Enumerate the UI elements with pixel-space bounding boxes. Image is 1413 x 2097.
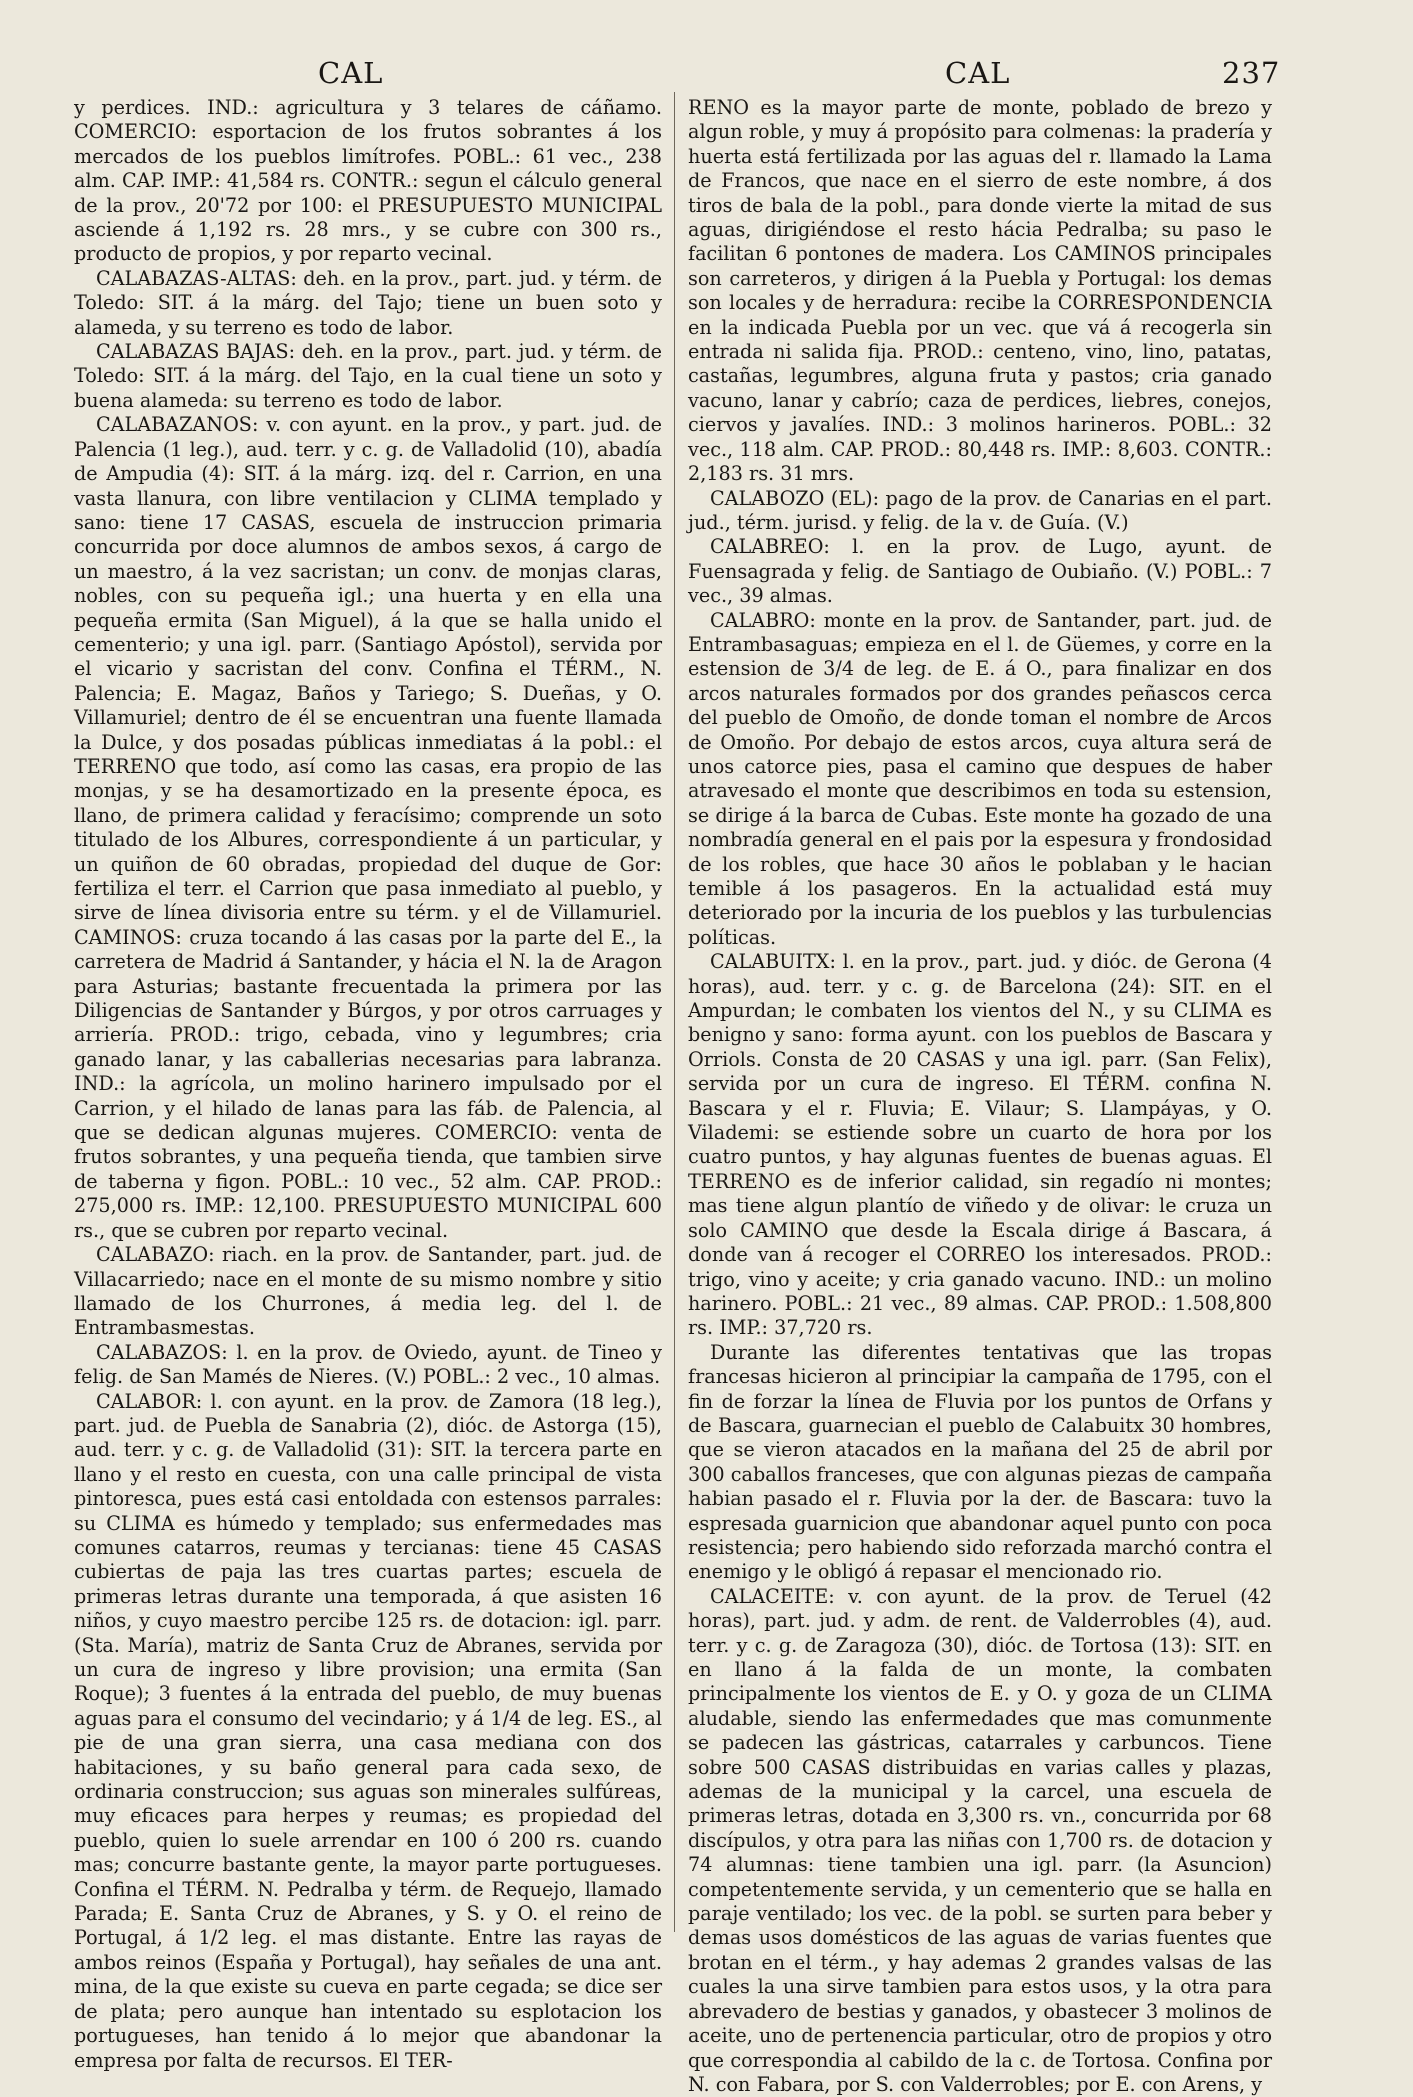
entry-paragraph: CALABAZO: riach. en la prov. de Santander, part. jud. de Villacarriedo; nace en el monte de su mismo nombre y sitio llamado de los Churrones, á media leg. del l. de Entrambasmestas.: [74, 1243, 662, 1340]
entry-paragraph: RENO es la mayor parte de monte, poblado de brezo y algun roble, y muy á propósito para colmenas: la pradería y huerta está fertilizada por las aguas del r. llamado la Lama de Francos, que nace en el sierro de este nombre, á dos tiros de bala de la pobl., para donde vierte la mitad de sus aguas, dirigiéndose el resto hácia Pedralba; su paso le facilitan 6 pontones de madera. Los CAMINOS principales son carreteros, y dirigen á la Puebla y Portugal: los demas son locales y de herradura: recibe la CORRESPONDENCIA en la indicada Puebla por un vec. que vá á recogerla sin entrada ni salida fija. PROD.: centeno, vino, lino, patatas, castañas, legumbres, alguna fruta y pastos; cria ganado vacuno, lanar y cabrío; caza de perdices, liebres, conejos, ciervos y javalíes. IND.: 3 molinos harineros. POBL.: 32 vec., 118 alm. CAP. PROD.: 80,448 rs. IMP.: 8,603. CONTR.: 2,183 rs. 31 mrs.: [688, 96, 1272, 486]
entry-paragraph: CALABREO: l. en la prov. de Lugo, ayunt. de Fuensagrada y felig. de Santiago de Oubiaño. (V.) POBL.: 7 vec., 39 almas.: [688, 535, 1272, 608]
entry-paragraph: CALABAZANOS: v. con ayunt. en la prov., y part. jud. de Palencia (1 leg.), aud. terr. y c. g. de Valladolid (10), abadía de Ampudia (4): SIT. á la márg. izq. del r. Carrion, en una vasta llanura, con libre ventilacion y CLIMA templado y sano: tiene 17 CASAS, escuela de instruccion primaria concurrida por doce alumnos de ambos sexos, á cargo de un maestro, á la vez sacristan; un conv. de monjas claras, nobles, con su pequeña igl.; una huerta y en ella una pequeña ermita (San Miguel), á la que se halla unido el cementerio; y una igl. parr. (Santiago Apóstol), servida por el vicario y sacristan del conv. Confina el TÉRM., N. Palencia; E. Magaz, Baños y Tariego; S. Dueñas, y O. Villamuriel; dentro de él se encuentran una fuente llamada la Dulce, y dos posadas públicas inmediatas á la pobl.: el TERRENO que todo, así como las casas, era propio de las monjas, y se ha desamortizado en la presente época, es llano, de primera calidad y feracísimo; comprende un soto titulado de los Albures, correspondiente á un particular, y un quiñon de 60 obradas, propiedad del duque de Gor: fertiliza el terr. el Carrion que pasa inmediato al pueblo, y sirve de línea divisoria entre su térm. y el de Villamuriel. CAMINOS: cruza tocando á las casas por la parte del E., la carretera de Madrid á Santander, y hácia el N. la de Aragon para Asturias; bastante frecuentada la primera por las Diligencias de Santander y Búrgos, y por otros carruages y arriería. PROD.: trigo, cebada, vino y legumbres; cria ganado lanar, y las caballerias necesarias para labranza. IND.: la agrícola, un molino harinero impulsado por el Carrion, y el hilado de lanas para las fáb. de Palencia, al que se dedican algunas mujeres. COMERCIO: venta de frutos sobrantes, y una pequeña tienda, que tambien sirve de taberna y figon. POBL.: 10 vec., 52 alm. CAP. PROD.: 275,000 rs. IMP.: 12,100. PRESUPUESTO MUNICIPAL 600 rs., que se cubren por reparto vecinal.: [74, 413, 662, 1242]
entry-paragraph: CALABOZO (EL): pago de la prov. de Canarias en el part. jud., térm. jurisd. y felig. de la v. de Guía. (V.): [688, 486, 1272, 534]
entry-paragraph: Durante las diferentes tentativas que las tropas francesas hicieron al principiar la campaña de 1795, con el fin de forzar la línea de Fluvia por los puntos de Orfans y de Bascara, guarnecian el pueblo de Calabuitx 30 hombres, que se vieron atacados en la mañana del 25 de abril por 300 caballos franceses, que con algunas piezas de campaña habian pasado el r. Fluvia por la der. de Bascara: tuvo la espresada guarnicion que abandonar aquel punto con poca resistencia; pero habiendo sido reforzada marchó contra el enemigo y le obligó á repasar el mencionado rio.: [688, 1340, 1272, 1584]
entry-paragraph: CALABRO: monte en la prov. de Santander, part. jud. de Entrambasaguas; empieza en el l. de Güemes, y corre en la estension de 3/4 de leg. de E. á O., para finalizar en dos arcos naturales formados por dos grandes peñascos cerca del pueblo de Omoño, de donde toman el nombre de Arcos de Omoño. Por debajo de estos arcos, cuya altura será de unos catorce pies, pasa el camino que despues de haber atravesado el monte que describimos en toda su estension, se dirige á la barca de Cubas. Este monte ha gozado de una nombradía general en el pais por la espesura y frondosidad de los robles, que hace 30 años le poblaban y le hacian temible á los pasageros. En la actualidad está muy deteriorado por la incuria de los pueblos y las turbulencias políticas.: [688, 608, 1272, 949]
left-column: [74, 96, 662, 2072]
entry-paragraph: CALABAZAS-ALTAS: deh. en la prov., part. jud. y térm. de Toledo: SIT. á la márg. del Tajo; tiene un buen soto y alameda, y su terreno es todo de labor.: [74, 266, 662, 339]
entry-paragraph: y perdices. IND.: agricultura y 3 telares de cáñamo. COMERCIO: esportacion de los frutos sobrantes á los mercados de los pueblos limítrofes. POBL.: 61 vec., 238 alm. CAP. IMP.: 41,584 rs. CONTR.: segun el cálculo general de la prov., 20'72 por 100: el PRESUPUESTO MUNICIPAL asciende á 1,192 rs. 28 mrs., y se cubre con 300 rs., producto de propios, y por reparto vecinal.: [74, 96, 662, 266]
entry-paragraph: CALABAZOS: l. en la prov. de Oviedo, ayunt. de Tineo y felig. de San Mamés de Nieres. (V.) POBL.: 2 vec., 10 almas.: [74, 1340, 662, 1389]
entry-paragraph: CALACEITE: v. con ayunt. de la prov. de Teruel (42 horas), part. jud. y adm. de rent. de Valderrobles (4), aud. terr. y c. g. de Zaragoza (30), dióc. de Tortosa (13): SIT. en en llano á la falda de un monte, la combaten principalmente los vientos de E. y O. y goza de un CLIMA aludable, siendo las enfermedades que mas comunmente se padecen las gástricas, catarrales y carbuncos. Tiene sobre 500 CASAS distribuidas en varias calles y plazas, ademas de la municipal y la carcel, una escuela de primeras letras, dotada en 3,300 rs. vn., concurrida por 68 discípulos, y otra para las niñas con 1,700 rs. de dotacion y 74 alumnas: tiene tambien una igl. parr. (la Asuncion) competentemente servida, y un cementerio que se halla en paraje ventilado; los vec. de la pobl. se surten para beber y demas usos domésticos de las aguas de varias fuentes que brotan en el térm., y hay ademas 2 grandes valsas de las cuales la una sirve tambien para estos usos, y la otra para abrevadero de bestias y ganados, y obastecer 3 molinos de aceite, uno de pertenencia particular, otro de propios y otro que correspondia al cabildo de la c. de Tortosa. Confina por N. con Fabara, por S. con Valderrobles; por E. con Arens, y: [688, 1584, 1272, 2096]
entry-paragraph: CALABUITX: l. en la prov., part. jud. y dióc. de Gerona (4 horas), aud. terr. y c. g. de Barcelona (24): SIT. en el Ampurdan; le combaten los vientos del N., y su CLIMA es benigno y sano: forma ayunt. con los pueblos de Bascara y Orriols. Consta de 20 CASAS y una igl. parr. (San Felix), servida por un cura de ingreso. El TÉRM. confina N. Bascara y el r. Fluvia; E. Vilaur; S. Llampáyas, y O. Vilademi: se estiende sobre un cuarto de hora por los cuatro puntos, y hay algunas fuentes de buenas aguas. El TERRENO es de inferior calidad, sin regadío ni montes; mas tiene algun plantío de viñedo y de olivar: le cruza un solo CAMINO que desde la Escala dirige á Bascara, á donde van á recoger el CORREO los interesados. PROD.: trigo, vino y aceite; y cria ganado vacuno. IND.: un molino harinero. POBL.: 21 vec., 89 almas. CAP. PROD.: 1.508,800 rs. IMP.: 37,720 rs.: [688, 950, 1272, 1340]
running-head-right: CAL: [945, 56, 1011, 90]
right-column: [688, 96, 1272, 2096]
page-number: 237: [1222, 56, 1281, 90]
entry-paragraph: CALABAZAS BAJAS: deh. en la prov., part. jud. y térm. de Toledo: SIT. á la márg. del Tajo, en la cual tiene un soto y buena alameda: su terreno es todo de labor.: [74, 340, 662, 412]
running-head-left: CAL: [318, 56, 384, 90]
entry-paragraph: CALABOR: l. con ayunt. en la prov. de Zamora (18 leg.), part. jud. de Puebla de Sanabria (2), dióc. de Astorga (15), aud. terr. y c. g. de Valladolid (31): SIT. la tercera parte en llano y el resto en cuesta, con una calle principal de vista pintoresca, pues está casi entoldada con estensos parrales: su CLIMA es húmedo y templado; sus enfermedades mas comunes catarros, reumas y tercianas: tiene 45 CASAS cubiertas de paja las tres cuartas partes; escuela de primeras letras durante una temporada, á que asisten 16 niños, y cuyo maestro percibe 125 rs. de dotacion: igl. parr. (Sta. María), matriz de Santa Cruz de Abranes, servida por un cura de ingreso y libre provision; una ermita (San Roque); 3 fuentes á la entrada del pueblo, de muy buenas aguas para el consumo del vecindario; y á 1/4 de leg. ES., al pie de una gran sierra, una casa mediana con dos habitaciones, y su baño general para cada sexo, de ordinaria construccion; sus aguas son minerales sulfúreas, muy eficaces para herpes y reumas; es propiedad del pueblo, quien lo suele arrendar en 100 ó 200 rs. cuando mas; concurre bastante gente, la mayor parte portugueses. Confina el TÉRM. N. Pedralba y térm. de Requejo, llamado Parada; E. Santa Cruz de Abranes, y S. y O. el reino de Portugal, á 1/2 leg. el mas distante. Entre las rayas de ambos reinos (España y Portugal), hay señales de una ant. mina, de la que existe su cueva en parte cegada; se dice ser de plata; pero aunque han intentado su esplotacion los portugueses, han tenido á lo mejor que abandonar la empresa por falta de recursos. El TER-: [74, 1389, 662, 2072]
column-divider: [674, 92, 675, 1932]
